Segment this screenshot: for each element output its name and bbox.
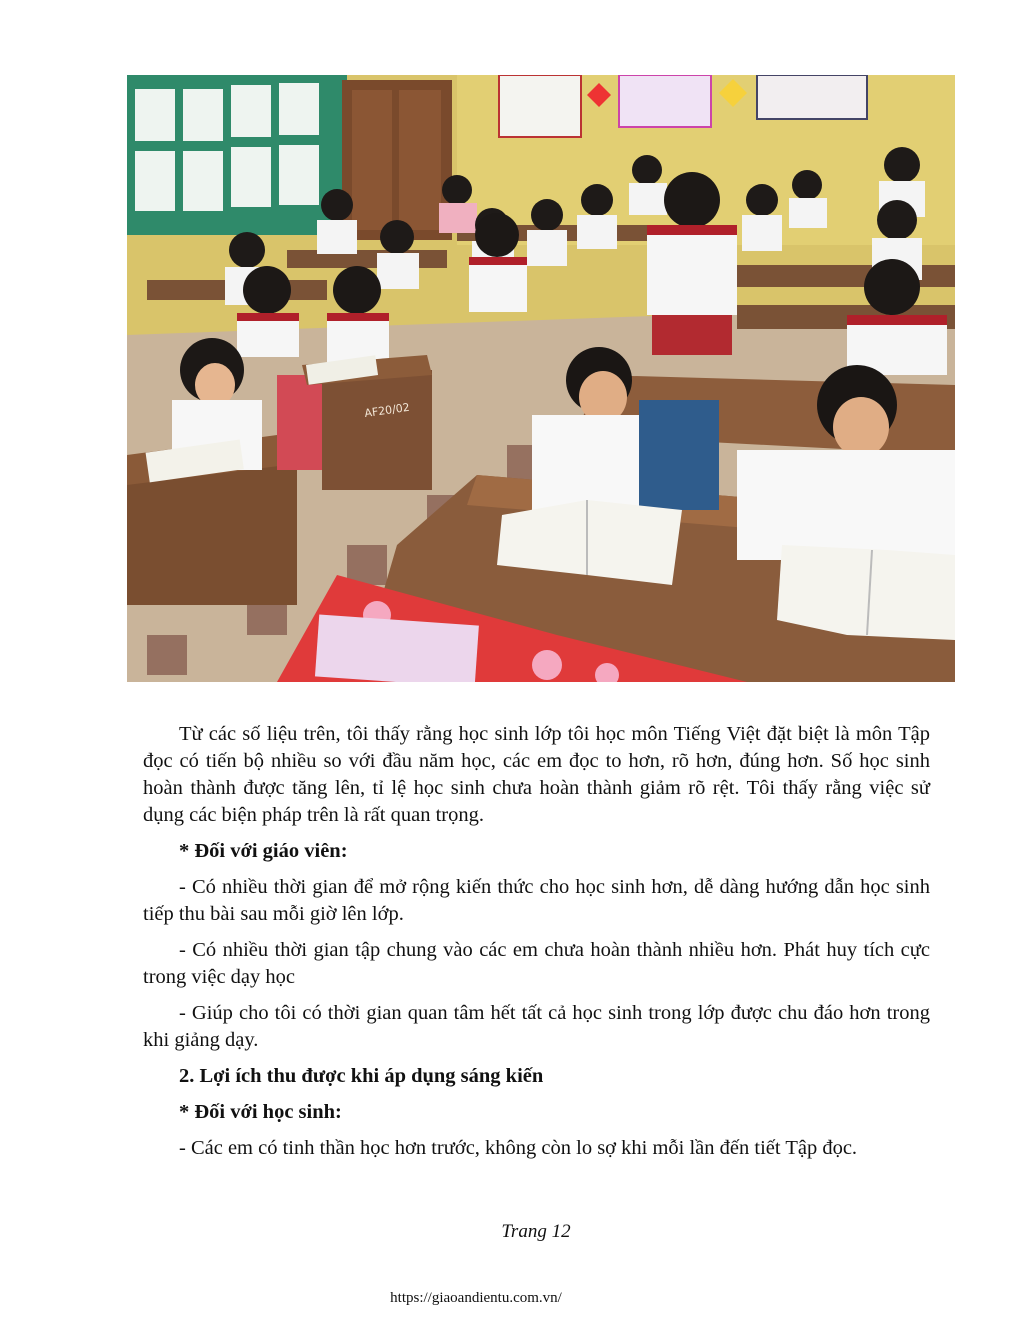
classroom-photo [127,75,955,682]
paragraph-teacher-benefit-2: - Có nhiều thời gian tập chung vào các em chưa hoàn thành nhiều hơn. Phát huy tích cực trong việc dạy học [143,939,930,988]
section-heading-benefits: 2. Lợi ích thu được khi áp dụng sáng kiến [179,1065,544,1087]
paragraph-teacher-benefit-3: - Giúp cho tôi có thời gian quan tâm hết tất cả học sinh trong lớp được chu đáo hơn trong khi giảng dạy. [143,1002,930,1051]
heading-for-students: * Đối với học sinh: [179,1101,342,1123]
body-text [143,721,930,1171]
heading-for-teachers: * Đối với giáo viên: [179,840,348,862]
page-number: Trang 12 [501,1221,571,1242]
paragraph-results: Từ các số liệu trên, tôi thấy rằng học sinh lớp tôi học môn Tiếng Việt đặt biệt là môn Tập đọc có tiến bộ nhiều so với đầu năm học, các em đọc to hơn, rõ hơn, đúng hơn. Số học sinh hoàn thành được tăng lên, tỉ lệ học sinh chưa hoàn thành giảm rõ rệt. Tôi thấy rằng việc sử dụng các biện pháp trên là rất quan trọng. [143,723,930,826]
paragraph-teacher-benefit-1: - Có nhiều thời gian để mở rộng kiến thức cho học sinh hơn, dễ dàng hướng dẫn học sinh tiếp thu bài sau mỗi giờ lên lớp. [143,876,930,925]
footer-url[interactable]: https://giaoandientu.com.vn/ [390,1290,562,1306]
paragraph-student-benefit-1: - Các em có tinh thần học hơn trước, không còn lo sợ khi mỗi lần đến tiết Tập đọc. [179,1137,858,1159]
desk-label: AF20/02 [363,400,411,420]
